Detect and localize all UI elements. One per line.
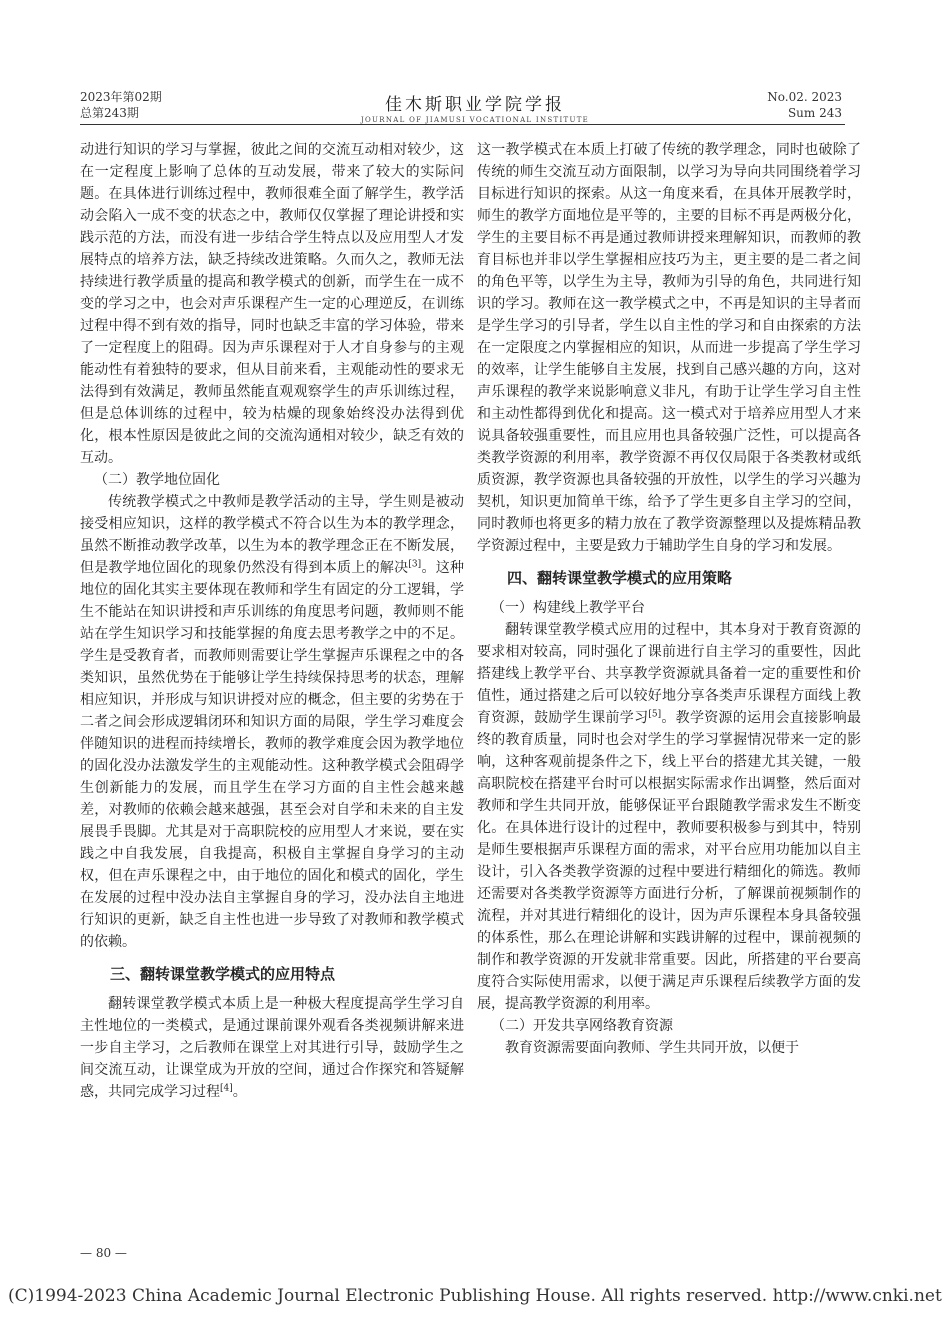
page-number: — 80 —: [80, 1246, 127, 1260]
subsection-heading: （一）构建线上教学平台: [491, 600, 645, 616]
paragraph: 传统教学模式之中教师是教学活动的主导，学生则是被动接受相应知识，这样的教学模式不符合以生为本的教学理念，虽然不断推动教学改革，以生为本的教学理念正在不断发展，但是教学地位固化的现象仍然没有得到本质上的解决[3]。这种地位的固化其实主要体现在教师和学生有固定的分工逻辑，学生不能站在知识讲授和声乐训练的角度思考问题，教师则不能站在学生知识学习和技能掌握的角度去思考教学之中的不足。学生是受教育者，而教师则需要让学生掌握声乐课程之中的各类知识，虽然优势在于能够让学生持续保持思考的状态，理解相应知识，并形成与知识讲授对应的概念，但主要的劣势在于二者之间会形成逻辑闭环和知识方面的局限，学生学习难度会伴随知识的进程而持续增长，教师的教学难度会因为教学地位的固化没办法激发学生的主观能动性。这种教学模式会阻碍学生创新能力的发展，而且学生在学习方面的自主性会越来越差，对教师的依赖会越来越强，甚至会对自学和未来的自主发展畏手畏脚。尤其是对于高职院校的应用型人才来说，要在实践之中自我发展，自我提高，积极自主掌握自身学习的主动权，但在声乐课程之中，由于地位的固化和模式的固化，学生在发展的过程中没办法自主掌握自身的学习，没办法自主地进行知识的更新，缺乏自主性也进一步导致了对教师和教学模式的依赖。: [80, 494, 465, 950]
issue-info-en: [767, 89, 842, 121]
section-heading: 三、翻转课堂教学模式的应用特点: [110, 965, 336, 983]
journal-title-en: JOURNAL OF JIAMUSI VOCATIONAL INSTITUTE: [360, 116, 590, 124]
right-column: [477, 139, 861, 1059]
paragraph: 教育资源需要面向教师、学生共同开放，以便于: [505, 1040, 799, 1056]
copyright-footer: (C)1994-2023 China Academic Journal Electronic Publishing House. All rights reserved. http://www.cnki.net: [8, 1286, 942, 1306]
paragraph: 动进行知识的学习与掌握，彼此之间的交流互动相对较少，这在一定程度上影响了总体的互动发展，带来了较大的实际问题。在具体进行训练过程中，教师很难全面了解学生，教学活动会陷入一成不变的状态之中，教师仅仅掌握了理论讲授和实践示范的方法，而没有进一步结合学生特点以及应用型人才发展特点的培养方法，缺乏持续改进策略。久而久之，教师无法持续进行教学质量的提高和教学模式的创新，而学生在一成不变的学习之中，也会对声乐课程产生一定的心理逆反，在训练过程中得不到有效的指导，同时也缺乏丰富的学习体验，带来了一定程度上的阻碍。因为声乐课程对于人才自身参与的主观能动性有着独特的要求，但从目前来看，主观能动性的要求无法得到有效满足，教师虽然能直观观察学生的声乐训练过程，但是总体训练的过程中，较为枯燥的现象始终没办法得到优化，根本性原因是彼此之间的交流沟通相对较少，缺乏有效的互动。: [80, 142, 464, 466]
citation: [4]: [220, 1083, 233, 1094]
left-column: [80, 139, 464, 1103]
citation: [3]: [408, 559, 422, 570]
journal-title-cn: 佳木斯职业学院学报: [385, 95, 565, 115]
subsection-heading: （二）开发共享网络教育资源: [491, 1018, 673, 1034]
header-rule: [80, 124, 845, 125]
issue-number: No.02. 2023: [767, 90, 842, 104]
citation: [5]: [648, 709, 662, 720]
subsection-heading: （二）教学地位固化: [94, 472, 220, 488]
section-heading: 四、翻转课堂教学模式的应用策略: [507, 569, 733, 587]
paragraph: 翻转课堂教学模式本质上是一种极大程度提高学生学习自主性地位的一类模式，是通过课前课外观看各类视频讲解来进一步自主学习，之后教师在课堂上对其进行引导，鼓励学生之间交流互动，让课堂成为开放的空间，通过合作探究和答疑解惑，共同完成学习过程[4]。: [80, 996, 464, 1100]
issue-year: 2023年第02期: [80, 90, 162, 104]
issue-total: 总第243期: [80, 106, 139, 120]
issue-sum: Sum 243: [787, 106, 842, 120]
paragraph: 这一教学模式在本质上打破了传统的教学理念，同时也破除了传统的师生交流互动方面限制，以学习为导向共同围绕着学习目标进行知识的探索。从这一角度来看，在具体开展教学时，师生的教学方面地位是平等的，主要的目标不再是两极分化，学生的主要目标不再是通过教师讲授来理解知识，而教师的教育目标也并非以学生掌握相应技巧为主，更主要的是二者之间的角色平等，以学生为主导，教师为引导的角色，共同进行知识的学习。教师在这一教学模式之中，不再是知识的主导者而是学生学习的引导者，学生以自主性的学习和自由探索的方法在一定限度之内掌握相应的知识，从而进一步提高了学生学习的效率，让学生能够自主发展，找到自己感兴趣的方向，这对声乐课程的教学来说影响意义非凡，有助于让学生学习自主性和主动性都得到优化和提高。这一模式对于培养应用型人才来说具备较强重要性，而且应用也具备较强广泛性，可以提高各类教学资源的利用率，教学资源不再仅仅局限于各类教材或纸质资源，教学资源也具备较强的开放性，以学生的学习兴趣为契机，知识更加简单干练，给予了学生更多自主学习的空间，同时教师也将更多的精力放在了教学资源整理以及提炼精品教学资源过程中，主要是致力于辅助学生自身的学习和发展。: [477, 142, 861, 554]
paragraph: 翻转课堂教学模式应用的过程中，其本身对于教育资源的要求相对较高，同时强化了课前进行自主学习的重要性，因此搭建线上教学平台、共享教学资源就具备着一定的重要性和价值性，通过搭建之后可以较好地分享各类声乐课程方面线上教育资源，鼓励学生课前学习[5]。教学资源的运用会直接影响最终的教育质量，同时也会对学生的学习掌握情况带来一定的影响，这种客观前提条件之下，线上平台的搭建尤其关键，一般高职院校在搭建平台时可以根据实际需求作出调整，然后面对教师和学生共同开放，能够保证平台跟随教学需求发生不断变化。在具体进行设计的过程中，教师要积极参与到其中，特别是师生要根据声乐课程方面的需求，对平台应用功能加以自主设计，引入各类教学资源的过程中要进行精细化的筛选。教师还需要对各类教学资源等方面进行分析，了解课前视频制作的流程，并对其进行精细化的设计，因为声乐课程本身具备较强的体系性，那么在理论讲解和实践讲解的过程中，课前视频的制作和教学资源的开发就非常重要。因此，所搭建的平台要高度符合实际使用需求，以便于满足声乐课程后续教学方面的发展，提高教学资源的利用率。: [477, 622, 862, 1012]
